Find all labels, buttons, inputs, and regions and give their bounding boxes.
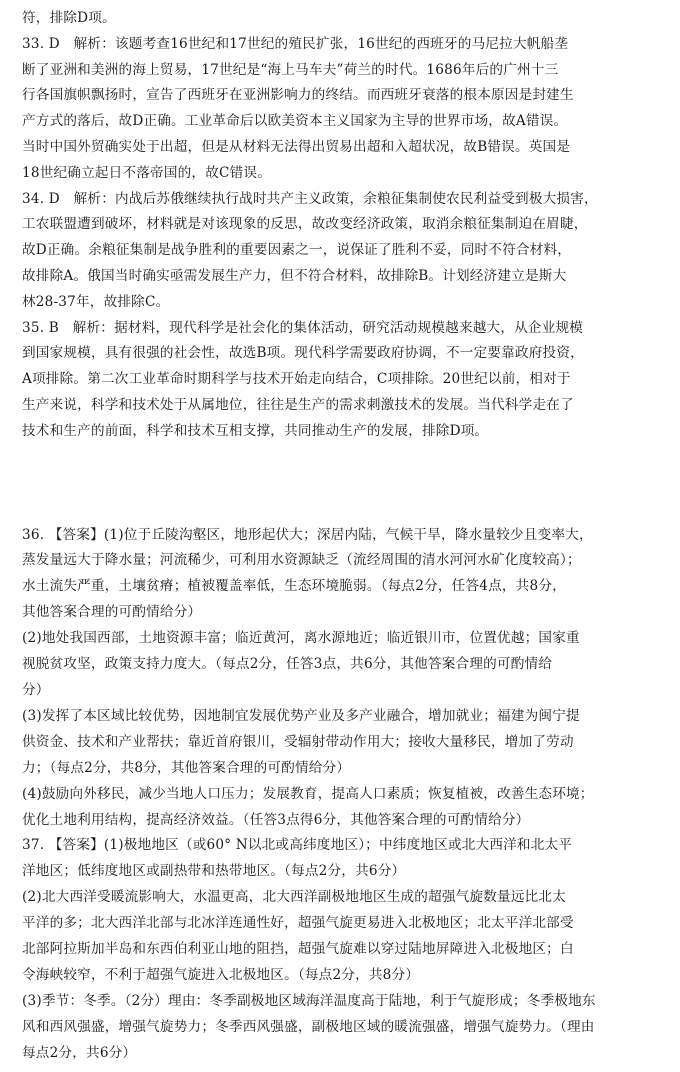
text-line: 18世纪确立起日不落帝国的，故C错误。 — [22, 164, 271, 181]
text-line: (2)地处我国西部，土地资源丰富；临近黄河，离水源地近；临近银川市，位置优越；国家重 — [22, 630, 580, 647]
text-line: (4)鼓励向外移民，减少当地人口压力；发展教育，提高人口素质；恢复植被，改善生态环境； — [22, 785, 594, 802]
text-line: 故D正确。余粮征集制是战争胜利的重要因素之一，说保证了胜利不妥，同时不符合材料， — [22, 242, 572, 259]
text-line: 34. D 解析：内战后苏俄继续执行战时共产主义政策，余粮征集制使农民利益受到极大损害， — [22, 190, 598, 207]
text-line: 风和西风强盛，增强气旋势力；冬季西风强盛，副极地区域的暖流强盛，增强气旋势力。（理由 — [22, 1018, 595, 1035]
text-line: 33. D 解析：该题考查16世纪和17世纪的殖民扩张，16世纪的西班牙的马尼拉大帆船垄 — [22, 35, 569, 52]
text-line: 工农联盟遭到破坏，材料就是对该现象的反思，故改变经济政策，取消余粮征集制迫在眉睫， — [22, 216, 588, 233]
text-line: 当时中国外贸确实处于出超，但是从材料无法得出贸易出超和入超状况，故B错误。英国是 — [22, 138, 571, 155]
text-line: 力；（每点2分，共8分，其他答案合理的可酌情给分） — [22, 759, 351, 776]
text-line: 优化土地利用结构，提高经济效益。（任答3点得6分，其他答案合理的可酌情给分） — [22, 811, 530, 828]
text-line: 蒸发量远大于降水量；河流稀少，可利用水资源缺乏（流经周围的清水河河水矿化度较高）； — [22, 552, 581, 569]
text-line: 行各国旗帜飘扬时，宣告了西班牙在亚洲影响力的终结。而西班牙衰落的根本原因是封建生 — [22, 87, 574, 104]
text-line: 北部阿拉斯加半岛和东西伯利亚山地的阻挡，超强气旋难以穿过陆地屏障进入北极地区；白 — [22, 941, 574, 958]
text-line: 35. B 解析：据材料，现代科学是社会化的集体活动，研究活动规模越来越大，从企业规模 — [22, 319, 584, 336]
text-line: 每点2分，共6分） — [22, 1044, 137, 1061]
text-line: 到国家规模，具有很强的社会性，故选B项。现代科学需要政府协调，不一定要靠政府投资， — [22, 345, 584, 362]
text-line: (3)季节：冬季。（2分）理由：冬季副极地区域海洋温度高于陆地，利于气旋形成；冬季极地东 — [22, 992, 596, 1009]
text-line: 水土流失严重，土壤贫瘠；植被覆盖率低，生态环境脆弱。（每点2分，任答4点，共8分， — [22, 578, 566, 595]
text-line: 37. 【答案】(1)极地地区（或60° N以北或高纬度地区）；中纬度地区或北大西洋和北太平 — [22, 837, 573, 854]
text-line: 视脱贫攻坚，政策支持力度大。（每点2分，任答3点，共6分，其他答案合理的可酌情给 — [22, 656, 553, 673]
text-line: 产方式的落后，故D正确。工业革命后以欧美资本主义国家为主导的世界市场，故A错误。 — [22, 113, 568, 130]
geography-answers — [22, 523, 656, 1067]
text-line: 林28-37年，故排除C。 — [22, 293, 170, 310]
text-line: (2)北大西洋受暖流影响大，水温更高，北大西洋副极地地区生成的超强气旋数量远比北太 — [22, 889, 567, 906]
text-line: A项排除。第二次工业革命时期科学与技术开始走向结合，C项排除。20世纪以前，相对于 — [22, 371, 571, 388]
section-gap — [22, 445, 656, 523]
text-line: 符，排除D项。 — [22, 10, 116, 26]
text-line: 断了亚洲和美洲的海上贸易，17世纪是“海上马车夫”荷兰的时代。1686年后的广州十三 — [22, 61, 559, 78]
text-line: 技术和生产的前面，科学和技术互相支撑，共同推动生产的发展，排除D项。 — [22, 422, 489, 439]
text-line: (3)发挥了本区域比较优势，因地制宜发展优势产业及多产业融合，增加就业；福建为闽宁提 — [22, 707, 580, 724]
text-line: 生产来说，科学和技术处于从属地位，往往是生产的需求刺激技术的发展。当代科学走在了 — [22, 396, 574, 413]
text-line: 36. 【答案】(1)位于丘陵沟壑区，地形起伏大；深居内陆，气候干旱，降水量较少且变率大， — [22, 526, 593, 543]
text-line: 洋地区；低纬度地区或副热带和热带地区。（每点2分，共6分） — [22, 863, 406, 880]
text-line: 供资金、技术和产业帮扶；靠近首府银川，受辐射带动作用大；接收大量移民，增加了劳动 — [22, 733, 574, 750]
text-line: 其他答案合理的可酌情给分） — [22, 604, 202, 621]
text-line: 平洋的多；北大西洋北部与北冰洋连通性好，超强气旋更易进入北极地区；北太平洋北部受 — [22, 915, 574, 932]
history-answers — [22, 6, 656, 445]
text-line: 故排除A。俄国当时确实亟需发展生产力，但不符合材料，故排除B。计划经济建立是斯大 — [22, 267, 567, 284]
text-line: 令海峡较窄，不利于超强气旋进入北极地区。（每点2分，共8分） — [22, 966, 420, 983]
text-line: 分） — [22, 681, 50, 698]
